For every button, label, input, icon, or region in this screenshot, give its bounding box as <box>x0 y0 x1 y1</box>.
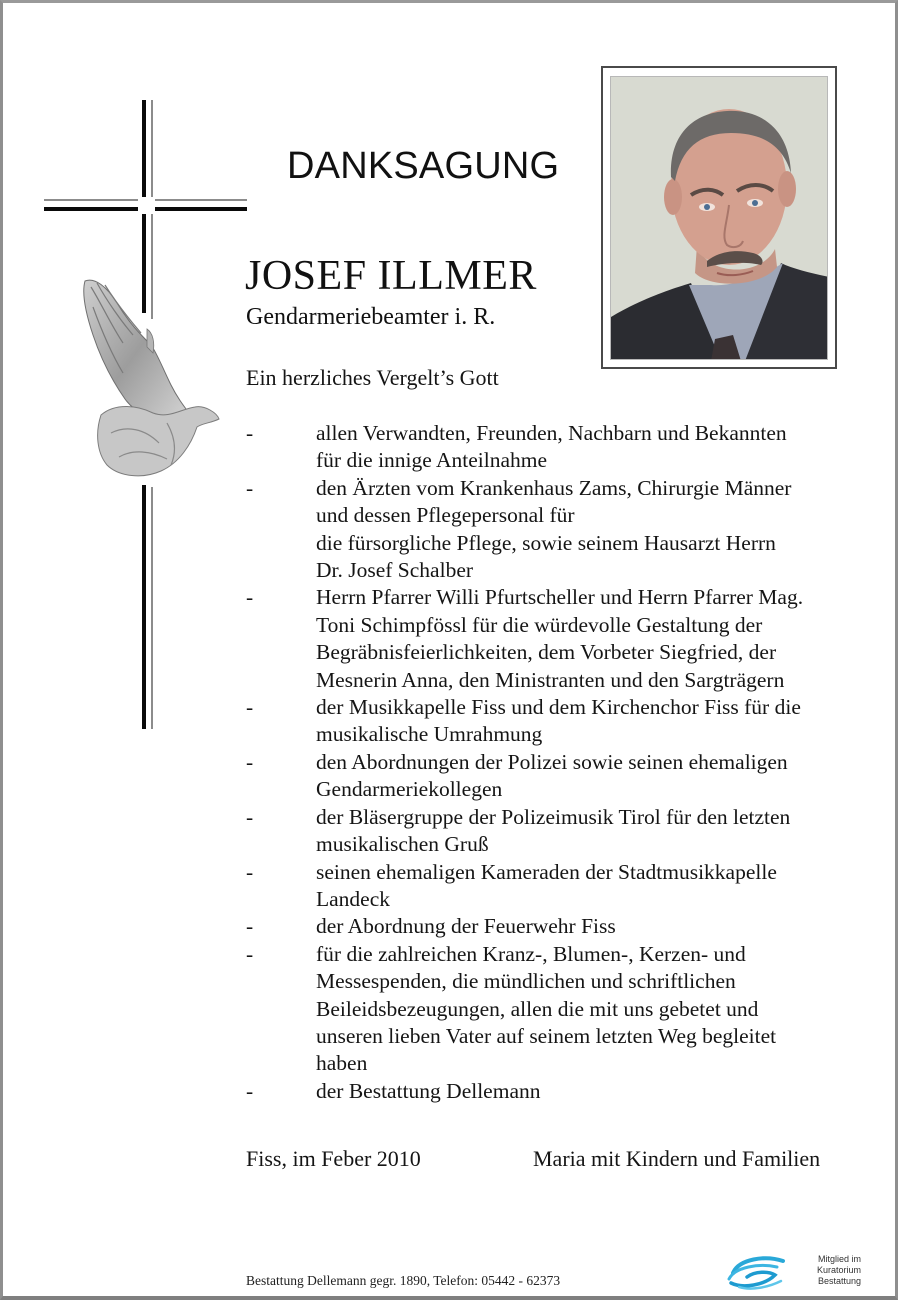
bullet-dash: - <box>246 695 254 720</box>
bullet-dash: - <box>246 585 254 610</box>
list-item-line: musikalischen Gruß <box>316 832 489 857</box>
bullet-dash: - <box>246 475 254 500</box>
bullet-dash: - <box>246 804 254 829</box>
list-item-line: die fürsorgliche Pflege, sowie seinem Hausarzt Herrn <box>316 530 776 555</box>
list-item-line: der Abordnung der Feuerwehr Fiss <box>316 914 616 939</box>
bullet-dash: - <box>246 859 254 884</box>
list-item-text <box>316 475 886 585</box>
thanks-list <box>246 420 886 1105</box>
list-item-line: der Bestattung Dellemann <box>316 1078 541 1103</box>
list-item-line: den Abordnungen der Polizei sowie seinen ehemaligen <box>316 749 788 774</box>
list-item-line: Begräbnisfeierlichkeiten, dem Vorbeter Siegfried, der <box>316 640 777 665</box>
portrait-photo <box>610 76 828 360</box>
list-item-text <box>316 804 886 859</box>
bullet-dash: - <box>246 1078 254 1103</box>
list-item <box>246 694 886 749</box>
list-item-line: und dessen Pflegepersonal für <box>316 503 575 528</box>
place-date: Fiss, im Feber 2010 <box>246 1146 421 1171</box>
portrait-frame <box>601 66 837 369</box>
signature: Maria mit Kindern und Familien <box>533 1146 821 1171</box>
bullet-dash: - <box>246 421 254 445</box>
list-item-text <box>316 1078 886 1105</box>
list-item-line: Gendarmeriekollegen <box>316 777 503 802</box>
list-item-text <box>316 913 886 940</box>
list-item-line: allen Verwandten, Freunden, Nachbarn und Bekannten <box>316 421 787 445</box>
list-item <box>246 584 886 694</box>
list-item-line: Messespenden, die mündlichen und schriftlichen <box>316 969 736 994</box>
list-item <box>246 1078 886 1105</box>
list-item-line: Beileidsbezeugungen, allen die mit uns gebetet und <box>316 996 759 1021</box>
list-item-line: für die zahlreichen Kranz-, Blumen-, Kerzen- und <box>316 941 746 966</box>
intro-text: Ein herzliches Vergelt’s Gott <box>246 365 499 390</box>
praying-hands-icon <box>71 273 221 488</box>
bullet-dash: - <box>246 941 254 966</box>
list-item-text <box>316 420 886 475</box>
badge-line-1: Mitglied im <box>817 1254 861 1264</box>
list-item-line: Toni Schimpfössl für die würdevolle Gestaltung der <box>316 612 763 637</box>
badge-line-2: Kuratorium Bestattung <box>816 1265 861 1286</box>
list-item-line: seinen ehemaligen Kameraden der Stadtmusikkapelle <box>316 859 777 884</box>
list-item <box>246 475 886 585</box>
list-item-line: der Musikkapelle Fiss und dem Kirchenchor Fiss für die <box>316 695 801 720</box>
list-item-text <box>316 749 886 804</box>
list-item-line: Landeck <box>316 886 391 911</box>
page-title: DANKSAGUNG <box>287 145 560 187</box>
list-item-line: haben <box>316 1051 368 1076</box>
list-item-text <box>316 941 886 1078</box>
funeral-home-footer: Bestattung Dellemann gegr. 1890, Telefon: 05442 - 62373 <box>246 1273 561 1288</box>
list-item-line: der Bläsergruppe der Polizeimusik Tirol für den letzten <box>316 804 791 829</box>
bullet-dash: - <box>246 749 254 774</box>
bullet-dash: - <box>246 914 254 939</box>
list-item-line: Mesnerin Anna, den Ministranten und den Sargträgern <box>316 667 785 692</box>
list-item-line: Dr. Josef Schalber <box>316 558 474 583</box>
list-item-text <box>316 694 886 749</box>
deceased-occupation: Gendarmeriebeamter i. R. <box>246 304 496 330</box>
list-item <box>246 941 886 1078</box>
list-item-line: musikalische Umrahmung <box>316 722 543 747</box>
list-item-line: den Ärzten vom Krankenhaus Zams, Chirurgie Männer <box>316 475 792 500</box>
deceased-name: JOSEF ILLMER <box>245 253 537 299</box>
list-item <box>246 913 886 940</box>
list-item-text <box>316 584 886 694</box>
list-item <box>246 749 886 804</box>
list-item-line: für die innige Anteilnahme <box>316 448 548 473</box>
list-item <box>246 859 886 914</box>
list-item-line: Herrn Pfarrer Willi Pfurtscheller und Herrn Pfarrer Mag. <box>316 585 804 610</box>
list-item <box>246 804 886 859</box>
list-item-line: unseren lieben Vater auf seinem letzten Weg begleitet <box>316 1023 777 1048</box>
list-item <box>246 420 886 475</box>
list-item-text <box>316 859 886 914</box>
badge-text <box>773 1254 861 1287</box>
